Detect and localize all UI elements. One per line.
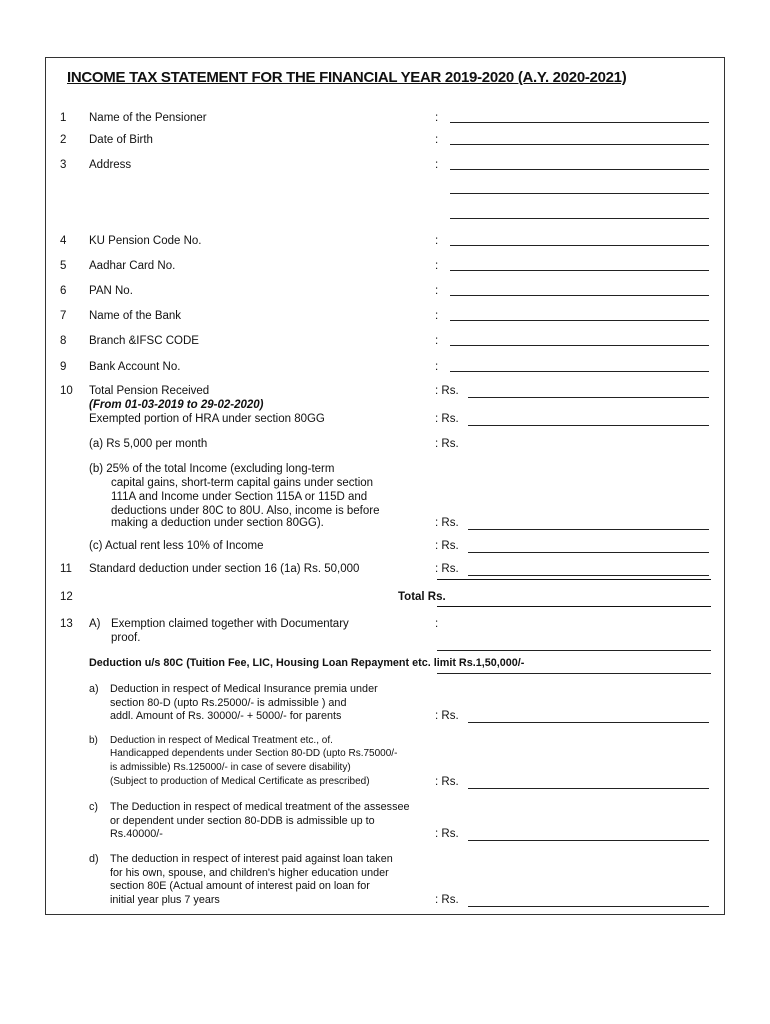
row-9-colon: : (435, 361, 439, 373)
hra-exempt-field[interactable] (468, 425, 709, 426)
hra-b-field[interactable] (468, 529, 709, 530)
row-7-number: 7 (60, 310, 67, 322)
exemption-field[interactable] (437, 650, 711, 651)
row-10-label: Total Pension Received (89, 385, 210, 397)
ded-c-rs-prefix: : Rs. (435, 828, 459, 840)
row-9-number: 9 (60, 361, 67, 373)
row-4-number: 4 (60, 235, 67, 247)
row-13-label-line-2: proof. (111, 632, 141, 644)
ded-d-field[interactable] (468, 906, 709, 907)
ded-a-field[interactable] (468, 722, 709, 723)
ded-c-line-1: The Deduction in respect of medical treatment of the assessee (110, 801, 410, 813)
hra-b-line-5: making a deduction under section 80GG). (111, 517, 324, 529)
ded-b-line-2: Handicapped dependents under Section 80-DD (upto Rs.75000/- (110, 748, 398, 759)
standard-deduction-field[interactable] (468, 575, 709, 576)
row-11-rs-prefix: : Rs. (435, 563, 459, 575)
ded-b-field[interactable] (468, 788, 709, 789)
total-field[interactable] (437, 606, 711, 607)
ded-d-line-1: The deduction in respect of interest paid against loan taken (110, 853, 393, 865)
separator-rule (437, 579, 711, 580)
hra-a-label: (a) Rs 5,000 per month (89, 438, 208, 450)
ded-a-line-1: Deduction in respect of Medical Insurance premia under (110, 683, 378, 695)
row-5-colon: : (435, 260, 439, 272)
ded-d-line-4: initial year plus 7 years (110, 894, 220, 906)
row-13-colon: : (435, 618, 439, 630)
total-label: Total Rs. (398, 591, 446, 603)
ded-b-line-1: Deduction in respect of Medical Treatment etc., of. (110, 735, 333, 746)
row-13-tag: A) (89, 618, 101, 630)
ded-a-line-3: addl. Amount of Rs. 30000/- + 5000/- for parents (110, 710, 342, 722)
row-2-colon: : (435, 134, 439, 146)
hra-a-rs-prefix: : Rs. (435, 438, 459, 450)
row-10-hra-label: Exempted portion of HRA under section 80GG (89, 413, 325, 425)
row-2-number: 2 (60, 134, 67, 146)
hra-b-line-3: 111A and Income under Section 115A or 115D and (111, 491, 368, 503)
hra-rs-prefix: : Rs. (435, 413, 459, 425)
row-4-field[interactable] (450, 245, 709, 246)
ded-b-line-3: is admissible) Rs.125000/- in case of severe disability) (110, 762, 351, 773)
row-11-number: 11 (60, 563, 72, 575)
deduction-80c-field[interactable] (437, 673, 711, 674)
row-6-number: 6 (60, 285, 67, 297)
row-1-field[interactable] (450, 122, 709, 123)
ded-d-line-2: for his own, spouse, and children's higher education under (110, 867, 389, 879)
ded-d-line-3: section 80E (Actual amount of interest paid on loan for (110, 880, 370, 892)
ded-a-line-2: section 80-D (upto Rs.25000/- is admissible ) and (110, 697, 347, 709)
ded-d-tag: d) (89, 853, 99, 865)
row-4-label: KU Pension Code No. (89, 235, 202, 247)
row-5-field[interactable] (450, 270, 709, 271)
row-13-label-line-1: Exemption claimed together with Documentary (111, 618, 349, 630)
row-7-colon: : (435, 310, 439, 322)
row-10-number: 10 (60, 385, 73, 397)
row-3-label: Address (89, 159, 132, 171)
ded-b-tag: b) (89, 735, 98, 746)
ded-c-field[interactable] (468, 840, 709, 841)
row-8-label: Branch &IFSC CODE (89, 335, 199, 347)
row-10-period: (From 01-03-2019 to 29-02-2020) (89, 399, 264, 411)
row-2-label: Date of Birth (89, 134, 153, 146)
row-9-field[interactable] (450, 371, 709, 372)
row-5-number: 5 (60, 260, 67, 272)
row-3-number: 3 (60, 159, 67, 171)
address-line-3[interactable] (450, 218, 709, 219)
deduction-80c-heading: Deduction u/s 80C (Tuition Fee, LIC, Housing Loan Repayment etc. limit Rs.1,50,000/- (89, 657, 525, 669)
row-2-field[interactable] (450, 144, 709, 145)
row-1-colon: : (435, 112, 439, 124)
ded-b-line-4: (Subject to production of Medical Certificate as prescribed) (110, 776, 370, 787)
row-1-number: 1 (60, 112, 67, 124)
hra-b-line-1: (b) 25% of the total Income (excluding long-term (89, 463, 335, 475)
total-pension-field[interactable] (468, 397, 709, 398)
row-7-field[interactable] (450, 320, 709, 321)
hra-b-rs-prefix: : Rs. (435, 517, 459, 529)
hra-c-field[interactable] (468, 552, 709, 553)
row-6-colon: : (435, 285, 439, 297)
row-6-field[interactable] (450, 295, 709, 296)
row-1-label: Name of the Pensioner (89, 112, 207, 124)
hra-b-line-4: deductions under 80C to 80U. Also, income is before (111, 505, 380, 517)
row-13-number: 13 (60, 618, 73, 630)
row-7-label: Name of the Bank (89, 310, 182, 322)
address-line-2[interactable] (450, 193, 709, 194)
hra-c-rs-prefix: : Rs. (435, 540, 459, 552)
row-3-field[interactable] (450, 169, 709, 170)
row-5-label: Aadhar Card No. (89, 260, 176, 272)
ded-a-rs-prefix: : Rs. (435, 710, 459, 722)
hra-c-label: (c) Actual rent less 10% of Income (89, 540, 264, 552)
ded-a-tag: a) (89, 683, 99, 695)
ded-c-tag: c) (89, 801, 98, 813)
ded-d-rs-prefix: : Rs. (435, 894, 459, 906)
row-8-field[interactable] (450, 345, 709, 346)
ded-c-line-3: Rs.40000/- (110, 828, 163, 840)
hra-b-line-2: capital gains, short-term capital gains under section (111, 477, 374, 489)
form-title: INCOME TAX STATEMENT FOR THE FINANCIAL YEAR 2019-2020 (A.Y. 2020-2021) (67, 69, 627, 86)
row-6-label: PAN No. (89, 285, 133, 297)
row-9-label: Bank Account No. (89, 361, 181, 373)
ded-c-line-2: or dependent under section 80-DDB is admissible up to (110, 815, 375, 827)
ded-b-rs-prefix: : Rs. (435, 776, 459, 788)
row-4-colon: : (435, 235, 439, 247)
row-8-number: 8 (60, 335, 67, 347)
row-8-colon: : (435, 335, 439, 347)
row-3-colon: : (435, 159, 439, 171)
row-11-label: Standard deduction under section 16 (1a) Rs. 50,000 (89, 563, 360, 575)
row-12-number: 12 (60, 591, 73, 603)
row-10-rs-prefix: : Rs. (435, 385, 459, 397)
